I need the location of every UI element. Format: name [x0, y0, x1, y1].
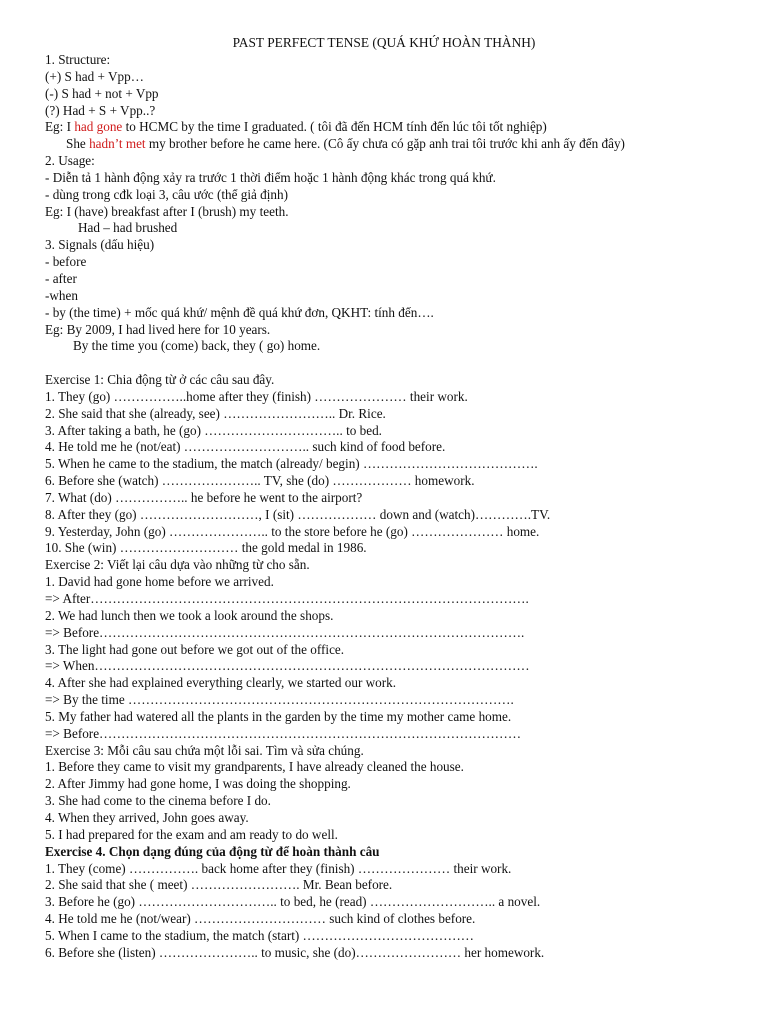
usage-line-2: - dùng trong cđk loại 3, câu ước (thể giả định) [45, 186, 289, 202]
signals-heading: 3. Signals (dấu hiệu) [45, 237, 155, 253]
document-body [45, 52, 725, 962]
exercise-2-item: => Before…………………………………………………………………………………… [45, 725, 522, 741]
exercise-1-item: 1. They (go) ……………..home after they (finish) ………………… their work. [45, 388, 468, 404]
exercise-4-item: 3. Before he (go) ………………………….. to bed, he (read) ……………………….. a novel. [45, 894, 541, 910]
exercise-2-item: => When……………………………………………………………………………………… [45, 658, 530, 674]
usage-answer: Had – had brushed [78, 220, 178, 236]
exercise-2-item: 3. The light had gone out before we got out of the office. [45, 641, 345, 657]
exercise-4-item: 1. They (come) ……………. back home after they (finish) ………………… their work. [45, 860, 512, 876]
example-text: She [66, 136, 90, 152]
exercise-4-item: 2. She said that she ( meet) ……………………. Mr. Bean before. [45, 877, 393, 893]
exercise-3-item: 2. After Jimmy had gone home, I was doing the shopping. [45, 776, 351, 792]
exercise-1-item: 4. He told me he (not/eat) ……………………….. such kind of food before. [45, 439, 446, 455]
exercise-4-item: 5. When I came to the stadium, the match (start) ………………………………… [45, 927, 474, 943]
signal-item: - before [45, 254, 87, 270]
usage-example: Eg: I (have) breakfast after I (brush) my teeth. [45, 203, 289, 219]
signal-item: - by (the time) + mốc quá khứ/ mệnh đề quá khứ đơn, QKHT: tính đến…. [45, 304, 434, 320]
highlight-had-gone: had gone [74, 119, 123, 135]
exercise-1-item: 8. After they (go) ………………………, I (sit) ……………… down and (watch)………….TV. [45, 506, 551, 522]
exercise-3-item: 4. When they arrived, John goes away. [45, 809, 249, 825]
spacer [45, 355, 725, 372]
exercise-4-item: 4. He told me he (not/wear) ………………………… such kind of clothes before. [45, 911, 476, 927]
exercise-3-heading: Exercise 3: Mỗi câu sau chứa một lỗi sai. Tìm và sửa chúng. [45, 742, 364, 758]
signals-example-2: By the time you (come) back, they ( go) home. [73, 338, 321, 354]
exercise-4-heading: Exercise 4. Chọn dạng đúng của động từ để hoàn thành câu [45, 843, 380, 859]
structure-example-1 [45, 119, 725, 136]
exercise-3-item: 5. I had prepared for the exam and am ready to do well. [45, 826, 338, 842]
exercise-4-item: 6. Before she (listen) ………………….. to music, she (do)…………………… her homework. [45, 944, 545, 960]
exercise-2-item: 4. After she had explained everything clearly, we started our work. [45, 675, 397, 691]
exercise-2-item: 1. David had gone home before we arrived. [45, 574, 274, 590]
exercise-2-item: 5. My father had watered all the plants in the garden by the time my mother came home. [45, 708, 512, 724]
highlight-hadnt-met: hadn’t met [89, 136, 146, 152]
structure-example-2 [45, 136, 725, 153]
structure-heading: 1. Structure: [45, 52, 111, 67]
exercise-1-heading: Exercise 1: Chia động từ ở các câu sau đây. [45, 372, 275, 388]
signal-item: -when [45, 287, 78, 303]
signals-example-1: Eg: By 2009, I had lived here for 10 years. [45, 321, 271, 337]
exercise-1-item: 2. She said that she (already, see) …………………….. Dr. Rice. [45, 405, 386, 421]
example-text: to HCMC by the time I graduated. ( tôi đã đến HCM tính đến lúc tôi tốt nghiệp) [122, 119, 547, 135]
exercise-3-item: 3. She had come to the cinema before I do. [45, 793, 271, 809]
exercise-2-item: => By the time ……………………………………………………………………………. [45, 692, 514, 708]
structure-negative: (-) S had + not + Vpp [45, 85, 159, 101]
structure-positive: (+) S had + Vpp… [45, 68, 144, 84]
signal-item: - after [45, 270, 77, 286]
usage-heading: 2. Usage: [45, 153, 95, 169]
usage-line-1: - Diễn tả 1 hành động xảy ra trước 1 thời điểm hoặc 1 hành động khác trong quá khứ. [45, 169, 496, 185]
exercise-2-item: => After………………………………………………………………………………………. [45, 591, 529, 606]
exercise-1-item: 10. She (win) ……………………… the gold medal in 1986. [45, 540, 367, 556]
exercise-3-item: 1. Before they came to visit my grandparents, I have already cleaned the house. [45, 759, 464, 775]
document-title: PAST PERFECT TENSE (QUÁ KHỨ HOÀN THÀNH) [232, 35, 536, 50]
structure-question: (?) Had + S + Vpp..? [45, 102, 156, 118]
exercise-1-item: 5. When he came to the stadium, the match (already/ begin) …………………………………. [45, 456, 538, 472]
exercise-1-item: 9. Yesterday, John (go) ………………….. to the store before he (go) ………………… home. [45, 523, 540, 539]
exercise-1-item: 3. After taking a bath, he (go) ………………………….. to bed. [45, 422, 382, 438]
exercise-2-heading: Exercise 2: Viết lại câu dựa vào những từ cho sẵn. [45, 557, 310, 573]
exercise-1-item: 6. Before she (watch) ………………….. TV, she (do) ……………… homework. [45, 473, 475, 489]
example-text: my brother before he came here. (Cô ấy chưa có gặp anh trai tôi trước khi anh ấy đến đây) [145, 136, 625, 152]
exercise-2-item: => Before……………………………………………………………………………………. [45, 624, 525, 640]
exercise-1-item: 7. What (do) …………….. he before he went to the airport? [45, 489, 363, 505]
example-text: Eg: I [45, 119, 75, 135]
exercise-2-item: 2. We had lunch then we took a look around the shops. [45, 607, 334, 623]
